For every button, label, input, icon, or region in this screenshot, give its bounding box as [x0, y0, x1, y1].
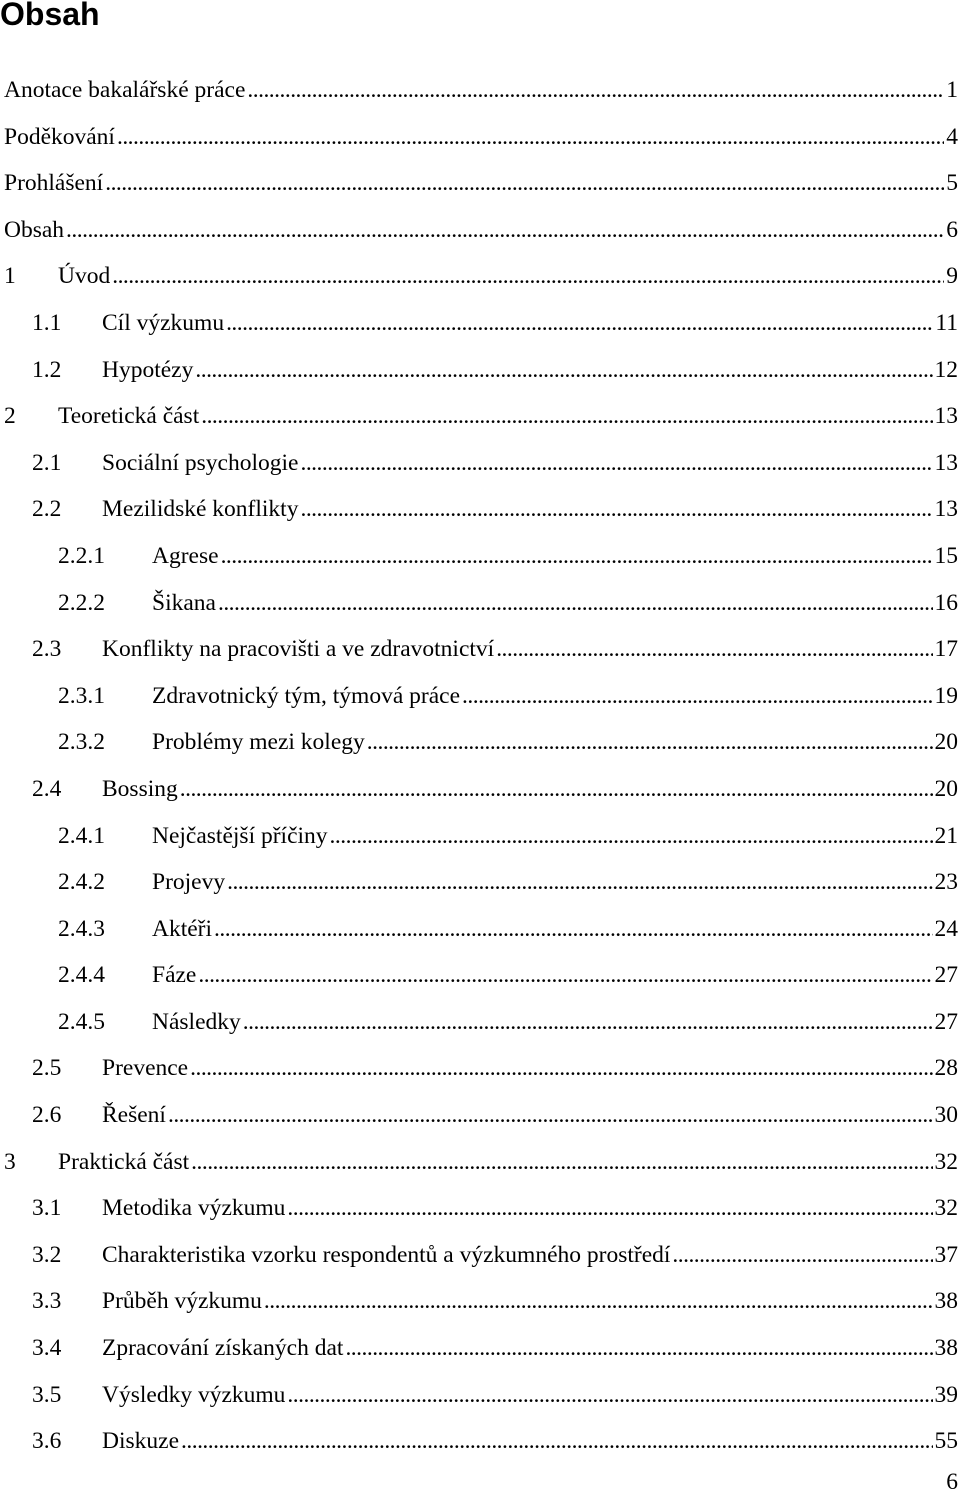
toc-entry-page: 23: [935, 859, 960, 906]
table-of-contents: [0, 67, 960, 1465]
dot-leader: [112, 253, 944, 300]
dot-leader: [462, 673, 932, 720]
toc-entry[interactable]: [0, 813, 960, 860]
toc-entry-page: 24: [935, 906, 960, 953]
toc-entry-page: 21: [935, 813, 960, 860]
toc-entry[interactable]: [0, 673, 960, 720]
dot-leader: [168, 1092, 933, 1139]
toc-entry-page: 17: [935, 626, 960, 673]
toc-entry-title: Výsledky výzkumu: [102, 1372, 285, 1419]
dot-leader: [243, 999, 933, 1046]
toc-entry-page: 28: [935, 1045, 960, 1092]
toc-entry-page: 11: [935, 300, 960, 347]
toc-entry-number: 2.4.5: [58, 999, 152, 1046]
toc-entry-title: Mezilidské konflikty: [102, 486, 298, 533]
toc-entry-number: 3.1: [32, 1185, 102, 1232]
dot-leader: [672, 1232, 932, 1279]
toc-entry[interactable]: [0, 580, 960, 627]
toc-entry-page: 1: [946, 67, 960, 114]
toc-entry-page: 27: [935, 952, 960, 999]
dot-leader: [201, 393, 932, 440]
toc-entry-title: Následky: [152, 999, 241, 1046]
toc-entry-page: 13: [935, 393, 960, 440]
toc-entry-number: 1.1: [32, 300, 102, 347]
toc-entry-number: 2.4.1: [58, 813, 152, 860]
toc-entry-number: 2.2.2: [58, 580, 152, 627]
toc-entry-title: Konflikty na pracovišti a ve zdravotnictví: [102, 626, 494, 673]
dot-leader: [287, 1185, 932, 1232]
toc-entry-title: Zpracování získaných dat: [102, 1325, 343, 1372]
toc-entry[interactable]: [0, 999, 960, 1046]
toc-entry-number: 3.4: [32, 1325, 102, 1372]
toc-entry-title: Teoretická část: [58, 393, 199, 440]
dot-leader: [105, 160, 944, 207]
dot-leader: [66, 207, 944, 254]
dot-leader: [181, 1418, 932, 1465]
toc-entry[interactable]: [0, 766, 960, 813]
toc-entry[interactable]: [0, 486, 960, 533]
toc-entry-number: 3: [4, 1139, 58, 1186]
toc-entry-title: Sociální psychologie: [102, 440, 298, 487]
dot-leader: [190, 1045, 932, 1092]
toc-entry-number: 2.2: [32, 486, 102, 533]
toc-entry-number: 3.3: [32, 1278, 102, 1325]
toc-entry-page: 39: [935, 1372, 960, 1419]
dot-leader: [367, 719, 933, 766]
toc-entry[interactable]: [0, 114, 960, 161]
toc-entry-page: 12: [935, 347, 960, 394]
toc-entry[interactable]: [0, 207, 960, 254]
toc-entry-number: 2.5: [32, 1045, 102, 1092]
toc-entry[interactable]: [0, 393, 960, 440]
toc-entry[interactable]: [0, 1139, 960, 1186]
dot-leader: [218, 580, 933, 627]
dot-leader: [300, 486, 932, 533]
toc-entry[interactable]: [0, 1325, 960, 1372]
toc-entry[interactable]: [0, 1092, 960, 1139]
toc-entry-number: 1: [4, 253, 58, 300]
toc-entry-page: 19: [935, 673, 960, 720]
dot-leader: [264, 1278, 933, 1325]
toc-entry-number: 2.4.3: [58, 906, 152, 953]
dot-leader: [117, 114, 944, 161]
toc-entry-title: Diskuze: [102, 1418, 179, 1465]
toc-entry-title: Šikana: [152, 580, 216, 627]
toc-entry[interactable]: [0, 859, 960, 906]
toc-entry-title: Bossing: [102, 766, 178, 813]
toc-entry-title: Obsah: [4, 207, 64, 254]
toc-entry[interactable]: [0, 1185, 960, 1232]
toc-entry-title: Praktická část: [58, 1139, 189, 1186]
toc-entry-number: 2.6: [32, 1092, 102, 1139]
toc-entry-page: 30: [935, 1092, 960, 1139]
toc-entry-page: 32: [935, 1139, 960, 1186]
toc-entry-title: Úvod: [58, 253, 110, 300]
toc-entry-page: 13: [935, 440, 960, 487]
toc-entry[interactable]: [0, 67, 960, 114]
toc-entry[interactable]: [0, 952, 960, 999]
toc-entry-title: Zdravotnický tým, týmová práce: [152, 673, 460, 720]
toc-entry-number: 2.2.1: [58, 533, 152, 580]
toc-entry-page: 4: [946, 114, 960, 161]
toc-entry-number: 2.4.2: [58, 859, 152, 906]
dot-leader: [180, 766, 933, 813]
toc-entry-title: Problémy mezi kolegy: [152, 719, 365, 766]
toc-entry-title: Charakteristika vzorku respondentů a výzkumného prostředí: [102, 1232, 670, 1279]
toc-entry[interactable]: [0, 253, 960, 300]
dot-leader: [345, 1325, 932, 1372]
dot-leader: [247, 67, 944, 114]
toc-entry-title: Prohlášení: [4, 160, 103, 207]
toc-entry[interactable]: [0, 160, 960, 207]
toc-entry[interactable]: [0, 906, 960, 953]
toc-entry[interactable]: [0, 626, 960, 673]
toc-entry-number: 2.4: [32, 766, 102, 813]
toc-entry-page: 32: [935, 1185, 960, 1232]
toc-entry-title: Projevy: [152, 859, 225, 906]
toc-entry-title: Cíl výzkumu: [102, 300, 224, 347]
toc-entry[interactable]: [0, 719, 960, 766]
page-number: 6: [946, 1466, 958, 1498]
toc-entry[interactable]: [0, 1232, 960, 1279]
toc-entry-title: Anotace bakalářské práce: [4, 67, 245, 114]
toc-entry-page: 20: [935, 766, 960, 813]
toc-entry-page: 5: [946, 160, 960, 207]
toc-entry[interactable]: [0, 1045, 960, 1092]
toc-entry-page: 15: [935, 533, 960, 580]
dot-leader: [221, 533, 933, 580]
toc-entry-title: Agrese: [152, 533, 219, 580]
toc-entry-number: 3.6: [32, 1418, 102, 1465]
toc-entry-number: 2.3: [32, 626, 102, 673]
toc-entry[interactable]: [0, 1418, 960, 1465]
toc-entry[interactable]: [0, 533, 960, 580]
toc-entry-title: Prevence: [102, 1045, 188, 1092]
toc-entry-number: 2.3.2: [58, 719, 152, 766]
toc-entry-title: Řešení: [102, 1092, 166, 1139]
toc-entry-number: 2: [4, 393, 58, 440]
toc-entry[interactable]: [0, 1372, 960, 1419]
toc-entry[interactable]: [0, 1278, 960, 1325]
toc-entry-title: Fáze: [152, 952, 196, 999]
dot-leader: [214, 906, 932, 953]
dot-leader: [330, 813, 933, 860]
toc-entry-number: 2.1: [32, 440, 102, 487]
dot-leader: [191, 1139, 932, 1186]
toc-entry-number: 2.4.4: [58, 952, 152, 999]
toc-entry-page: 37: [935, 1232, 960, 1279]
dot-leader: [287, 1372, 932, 1419]
toc-heading: Obsah: [0, 0, 100, 36]
toc-entry-page: 55: [935, 1418, 960, 1465]
toc-entry[interactable]: [0, 300, 960, 347]
toc-entry-title: Metodika výzkumu: [102, 1185, 285, 1232]
dot-leader: [300, 440, 932, 487]
toc-entry[interactable]: [0, 347, 960, 394]
toc-entry-page: 9: [946, 253, 960, 300]
toc-entry-title: Nejčastější příčiny: [152, 813, 328, 860]
toc-entry-page: 16: [935, 580, 960, 627]
toc-entry-number: 3.5: [32, 1372, 102, 1419]
toc-entry-page: 27: [935, 999, 960, 1046]
toc-entry-title: Aktéři: [152, 906, 212, 953]
toc-entry[interactable]: [0, 440, 960, 487]
toc-entry-page: 38: [935, 1278, 960, 1325]
dot-leader: [226, 300, 933, 347]
toc-entry-page: 6: [946, 207, 960, 254]
dot-leader: [195, 347, 932, 394]
toc-entry-title: Hypotézy: [102, 347, 193, 394]
dot-leader: [496, 626, 932, 673]
toc-entry-title: Poděkování: [4, 114, 115, 161]
dot-leader: [227, 859, 932, 906]
toc-entry-number: 2.3.1: [58, 673, 152, 720]
dot-leader: [198, 952, 932, 999]
toc-entry-number: 1.2: [32, 347, 102, 394]
toc-entry-number: 3.2: [32, 1232, 102, 1279]
toc-entry-page: 20: [935, 719, 960, 766]
toc-entry-page: 13: [935, 486, 960, 533]
toc-entry-page: 38: [935, 1325, 960, 1372]
toc-entry-title: Průběh výzkumu: [102, 1278, 262, 1325]
